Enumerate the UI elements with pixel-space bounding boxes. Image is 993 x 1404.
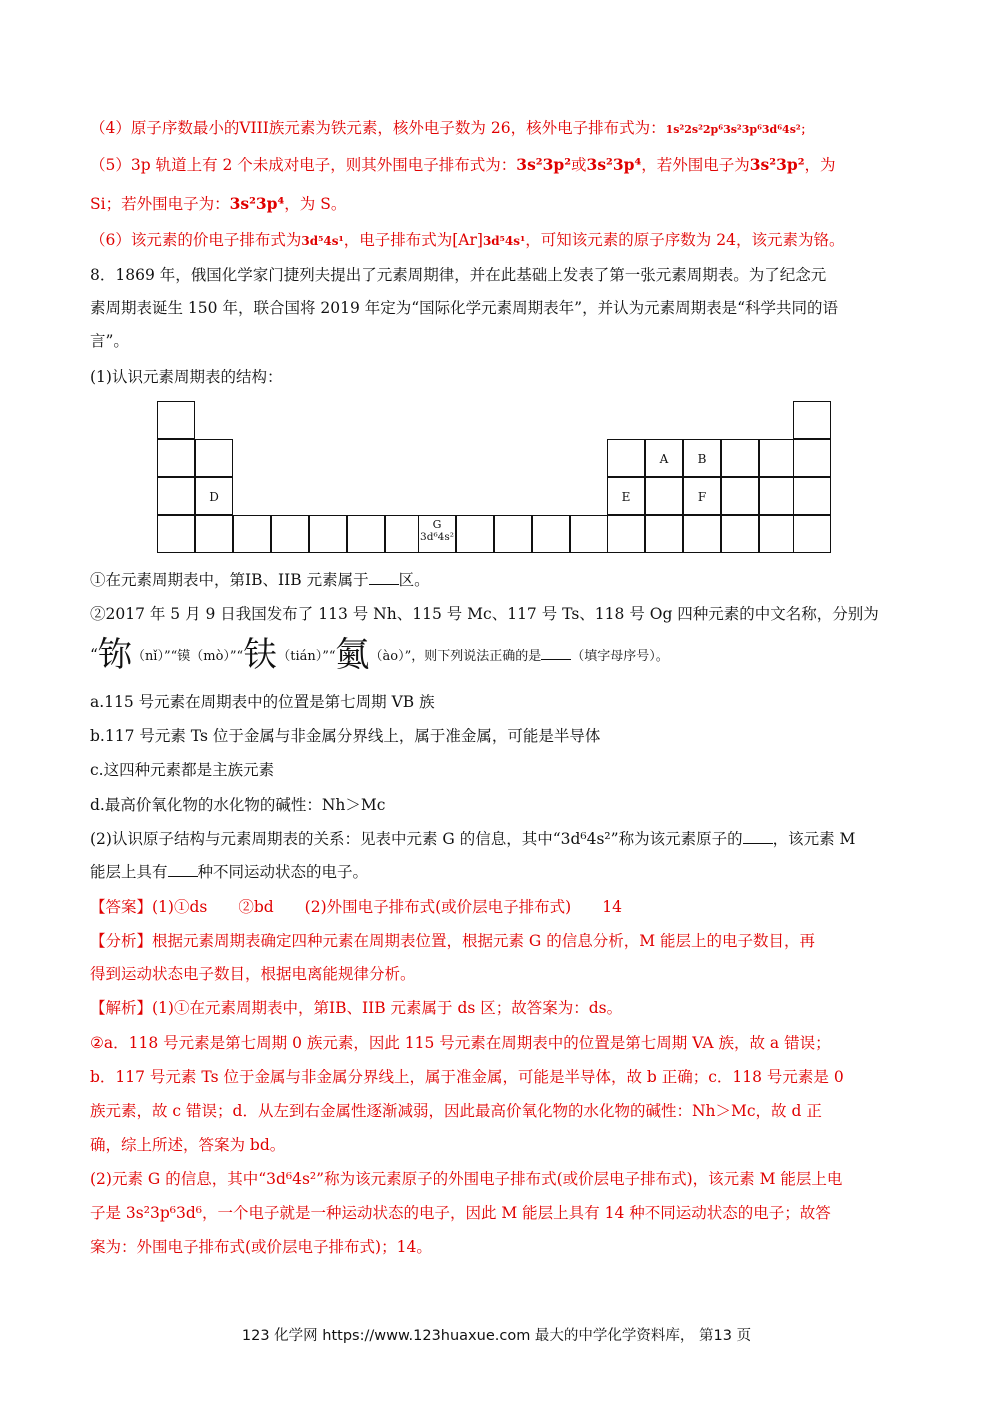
table-cell — [645, 477, 683, 515]
table-cell-B: B — [683, 439, 721, 477]
table-cell — [157, 477, 195, 515]
explanation-line4: 族元素，故 c 错误；d．从左到右金属性逐渐减弱，因此最高价氧化物的水化物的碱性：Nh＞Mc，故 d 正 — [90, 1102, 822, 1120]
table-cell — [494, 515, 532, 553]
table-cell — [793, 439, 831, 477]
element-G-config: 3d⁶4s² — [420, 531, 454, 543]
para-5a: （5）3p 轨道上有 2 个未成对电子，则其外围电子排布式为：3s²3p²或3s²3p⁴，若外围电子为3s²3p²，为 — [90, 155, 836, 174]
para-5b: Si；若外围电子为：3s²3p⁴，为 S。 — [90, 194, 347, 213]
para-6: （6）该元素的价电子排布式为3d⁵4s¹，电子排布式为[Ar]3d⁵4s¹，可知该元素的原子序数为 24，该元素为铬。 — [90, 231, 845, 249]
table-cell — [271, 515, 309, 553]
explanation-line3: b．117 号元素 Ts 位于金属与非金属分界线上，属于准金属，可能是半导体，故 b 正确；c．118 号元素是 0 — [90, 1068, 844, 1086]
table-cell-F: F — [683, 477, 721, 515]
table-cell — [157, 515, 195, 553]
item-1: ①在元素周期表中，第IB、IIB 元素属于 区。 — [90, 571, 430, 589]
analysis-line2: 得到运动状态电子数目，根据电离能规律分析。 — [90, 965, 416, 983]
subquestion-2-cont: 能层上具有 种不同运动状态的电子。 — [90, 863, 369, 881]
table-cell — [759, 439, 797, 477]
table-cell — [456, 515, 494, 553]
answer-line: 【答案】(1)①ds ②bd (2)外围电子排布式(或价层电子排布式) 14 — [90, 898, 622, 916]
option-a: a.115 号元素在周期表中的位置是第七周期 VB 族 — [90, 693, 435, 711]
explanation-line5: 确，综上所述，答案为 bd。 — [90, 1136, 286, 1154]
table-cell-D: D — [195, 477, 233, 515]
table-cell — [157, 401, 195, 439]
subquestion-1: (1)认识元素周期表的结构： — [90, 368, 283, 386]
table-cell — [532, 515, 570, 553]
option-b: b.117 号元素 Ts 位于金属与非金属分界线上，属于准金属，可能是半导体 — [90, 727, 601, 745]
table-cell — [607, 515, 645, 553]
answer-blank — [541, 645, 571, 660]
table-cell — [759, 477, 797, 515]
table-cell-E: E — [607, 477, 645, 515]
question-8-line1: 8．1869 年，俄国化学家门捷列夫提出了元素周期律，并在此基础上发表了第一张元素周期表。为了纪念元 — [90, 266, 827, 284]
table-cell — [759, 515, 797, 553]
answer-blank — [168, 862, 198, 877]
question-8-line2: 素周期表诞生 150 年，联合国将 2019 年定为“国际化学元素周期表年”，并认为元素周期表是“科学共同的语 — [90, 299, 839, 317]
answer-blank — [743, 829, 773, 844]
table-cell — [721, 515, 759, 553]
table-cell — [309, 515, 347, 553]
table-cell — [721, 439, 759, 477]
element-G-label: G — [432, 518, 442, 531]
table-cell-G — [418, 515, 456, 553]
table-cell — [793, 401, 831, 439]
table-cell — [195, 515, 233, 553]
table-cell — [645, 515, 683, 553]
table-cell — [793, 515, 831, 553]
explanation-line6: (2)元素 G 的信息，其中“3d⁶4s²”称为该元素原子的外围电子排布式(或价层电子排布式)，该元素 M 能层上电 — [90, 1170, 843, 1188]
para-4: （4）原子序数最小的VIII族元素为铁元素，核外电子数为 26，核外电子排布式为：1s²2s²2p⁶3s²3p⁶3d⁶4s²； — [90, 119, 812, 137]
answer-blank — [369, 570, 399, 585]
question-8-line3: 言”。 — [90, 332, 129, 350]
option-c: c.这四种元素都是主族元素 — [90, 761, 275, 779]
explanation-line7: 子是 3s²3p⁶3d⁶，一个电子就是一种运动状态的电子，因此 M 能层上具有 14 种不同运动状态的电子；故答 — [90, 1204, 831, 1222]
item-2: ②2017 年 5 月 9 日我国发布了 113 号 Nh、115 号 Mc、117 号 Ts、118 号 Og 四种元素的中文名称，分别为 — [90, 605, 879, 623]
table-cell — [347, 515, 385, 553]
item-2-names: “鿭（nǐ）”“镆（mò）”“𫓧（tián）”“鿫（ào）”，则下列说法正确的是 （填字母序号）。 — [90, 635, 669, 675]
explanation-line1: 【解析】(1)①在元素周期表中，第IB、IIB 元素属于 ds 区；故答案为：ds。 — [90, 999, 623, 1017]
table-cell — [721, 477, 759, 515]
page-footer: 123 化学网 https://www.123huaxue.com 最大的中学化学资料库， 第13 页 — [241, 1328, 752, 1344]
table-cell — [683, 515, 721, 553]
explanation-line8: 案为：外围电子排布式(或价层电子排布式)；14。 — [90, 1238, 432, 1256]
table-cell — [157, 439, 195, 477]
table-cell — [195, 439, 233, 477]
option-d: d.最高价氧化物的水化物的碱性：Nh＞Mc — [90, 796, 386, 814]
table-cell-A: A — [645, 439, 683, 477]
explanation-line2: ②a．118 号元素是第七周期 0 族元素，因此 115 号元素在周期表中的位置是第七周期 VA 族，故 a 错误； — [90, 1034, 831, 1052]
table-cell — [233, 515, 271, 553]
subquestion-2: (2)认识原子结构与元素周期表的关系：见表中元素 G 的信息，其中“3d⁶4s²”称为该元素原子的 ，该元素 M — [90, 830, 856, 848]
analysis-line1: 【分析】根据元素周期表确定四种元素在周期表位置，根据元素 G 的信息分析，M 能层上的电子数目，再 — [90, 932, 816, 950]
table-cell — [570, 515, 608, 553]
table-cell — [793, 477, 831, 515]
table-cell — [607, 439, 645, 477]
